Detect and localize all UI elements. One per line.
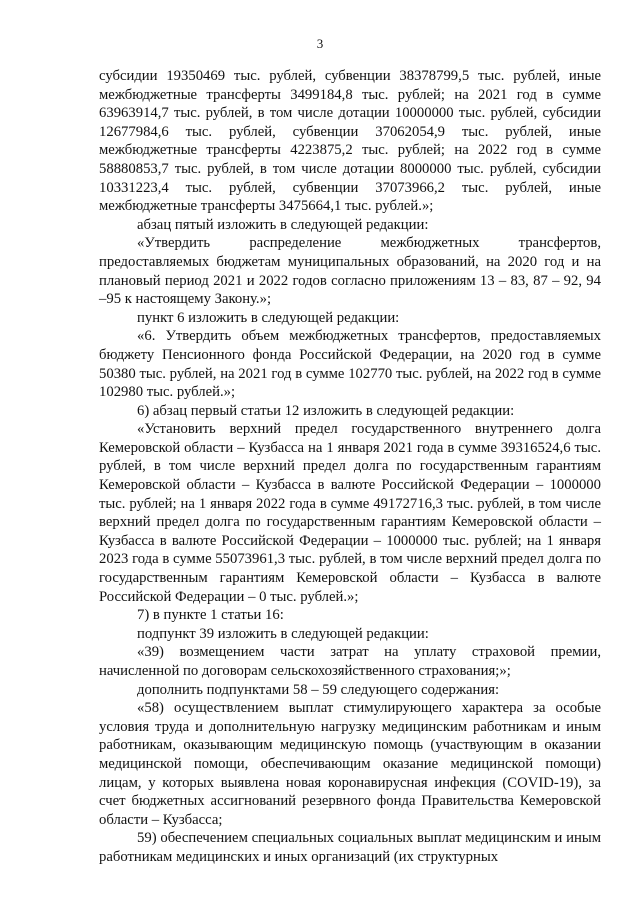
paragraph-12: «58) осуществлением выплат стимулирующего характера за особые условия труда и дополнительную нагрузку медицинским работникам и иным работникам, оказывающим медицинскую помощь (участвующим в оказании медицинской помощи, обеспечивающим оказание медицинской помощи) лицам, у которых выявлена новая коронавирусная инфекция (COVID-19), за счет бюджетных ассигнований резервного фонда Правительства Кемеровской области – Кузбасса;	[99, 700, 601, 828]
paragraph-10: «39) возмещением части затрат на уплату страховой премии, начисленной по договорам сельскохозяйственного страхования;»;	[99, 644, 601, 679]
paragraph-6: 6) абзац первый статьи 12 изложить в следующей редакции:	[137, 402, 515, 419]
paragraph-2: абзац пятый изложить в следующей редакции:	[137, 216, 429, 233]
paragraph-3: «Утвердить распределение межбюджетных трансфертов, предоставляемых бюджетам муниципальных образований, на 2020 год и на плановый период 2021 и 2022 годов согласно приложениям 13 – 83, 87 – 92, 94 –95 к настоящему Закону.»;	[99, 235, 601, 308]
paragraph-11: дополнить подпунктами 58 – 59 следующего содержания:	[137, 681, 500, 698]
paragraph-8: 7) в пункте 1 статьи 16:	[137, 607, 284, 624]
paragraph-13: 59) обеспечением специальных социальных выплат медицинским и иным работникам медицинских и иных организаций (их структурных	[99, 830, 601, 865]
paragraph-4: пункт 6 изложить в следующей редакции:	[137, 309, 400, 326]
paragraph-5: «6. Утвердить объем межбюджетных трансфертов, предоставляемых бюджету Пенсионного фонда Российской Федерации, на 2020 год в сумме 50380 тыс. рублей, на 2021 год в сумме 102770 тыс. рублей, на 2022 год в сумме 102980 тыс. рублей.»;	[99, 328, 601, 401]
document-body	[99, 67, 601, 867]
page-number: 3	[316, 36, 324, 51]
paragraph-9: подпункт 39 изложить в следующей редакции:	[137, 625, 429, 642]
paragraph-1: субсидии 19350469 тыс. рублей, субвенции 38378799,5 тыс. рублей, иные межбюджетные трансферты 3499184,8 тыс. рублей; на 2021 год в сумме 63963914,7 тыс. рублей, в том числе дотации 10000000 тыс. рублей, субсидии 12677984,6 тыс. рублей, субвенции 37062054,9 тыс. рублей, иные межбюджетные трансферты 4223875,2 тыс. рублей; на 2022 год в сумме 58880853,7 тыс. рублей, в том числе дотации 8000000 тыс. рублей, субсидии 10331223,4 тыс. рублей, субвенции 37073966,2 тыс. рублей, иные межбюджетные трансферты 3475664,1 тыс. рублей.»;	[99, 68, 601, 215]
paragraph-7: «Установить верхний предел государственного внутреннего долга Кемеровской области – Кузбасса на 1 января 2021 года в сумме 39316524,6 тыс. рублей, в том числе верхний предел долга по государственным гарантиям Кемеровской области – Кузбасса в валюте Российской Федерации – 1000000 тыс. рублей; на 1 января 2022 года в сумме 49172716,3 тыс. рублей, в том числе верхний предел долга по государственным гарантиям Кемеровской области – Кузбасса в валюте Российской Федерации – 1000000 тыс. рублей; на 1 января 2023 года в сумме 55073961,3 тыс. рублей, в том числе верхний предел долга по государственным гарантиям Кемеровской области – Кузбасса в валюте Российской Федерации – 0 тыс. рублей.»;	[99, 421, 601, 605]
